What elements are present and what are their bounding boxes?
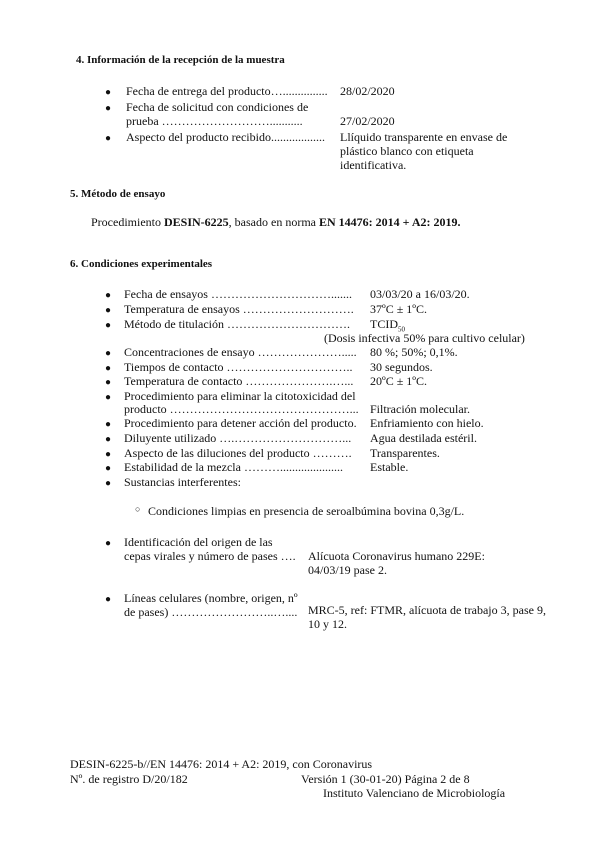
section-4-heading: 4. Información de la recepción de la muestra — [76, 54, 285, 66]
cond-contact-time-value: 30 segundos. — [370, 360, 433, 374]
cond-cytotox-label-line2: producto ………………………………………... — [124, 402, 359, 416]
cond-contact-temp-value: 20ºC ± 1ºC. — [370, 374, 428, 388]
method-norm: EN 14476: 2014 + A2: 2019. — [318, 215, 461, 229]
method-code: DESIN-6225 — [163, 215, 229, 229]
cond-interfering-label: Sustancias interferentes: — [124, 475, 241, 489]
strains-label-line2: cepas virales y número de pases …. — [124, 549, 296, 563]
receipt-request-label-line1: Fecha de solicitud con condiciones de — [126, 100, 309, 114]
cond-dilution-aspect-label: Aspecto de las diluciones del producto ………. — [124, 446, 352, 460]
bullet-icon: ● — [105, 419, 112, 430]
receipt-aspect-value-line3: identificativa. — [340, 158, 407, 172]
bullet-icon: ● — [105, 305, 112, 316]
cond-diluent-label: Diluyente utilizado ….………………………... — [124, 431, 352, 445]
bullet-icon: ● — [105, 538, 112, 549]
cond-test-temp-label: Temperatura de ensayos ………………………. — [124, 302, 354, 316]
cond-titration-value — [370, 317, 405, 334]
receipt-request-label-line2: prueba ………………………........... — [126, 114, 303, 128]
receipt-aspect-label: Aspecto del producto recibido.................. — [126, 130, 325, 144]
bullet-icon: ● — [105, 392, 112, 403]
sub-bullet-icon: ○ — [135, 504, 141, 514]
receipt-delivery-value: 28/02/2020 — [340, 84, 395, 98]
cond-diluent-value: Agua destilada estéril. — [370, 431, 477, 445]
receipt-aspect-value-line2: plástico blanco con etiqueta — [340, 144, 474, 158]
cond-stop-action-value: Enfriamiento con hielo. — [370, 416, 484, 430]
strains-value-line1: Alícuota Coronavirus humano 229E: — [308, 549, 485, 563]
cond-titration-sub: 50 — [398, 325, 405, 334]
method-text-a: Procedimiento — [91, 215, 164, 229]
cond-cytotox-label-line1: Procedimiento para eliminar la citotoxicidad del — [124, 389, 356, 403]
bullet-icon: ● — [105, 478, 112, 489]
cond-stability-label: Estabilidad de la mezcla ………..................... — [124, 460, 343, 474]
cells-label-line2: de pases) ……………………..….... — [124, 605, 298, 619]
section-5-heading: 5. Método de ensayo — [70, 188, 166, 200]
receipt-request-value: 27/02/2020 — [340, 114, 395, 128]
cells-value-line2: 10 y 12. — [308, 617, 347, 631]
cond-concentrations-value: 80 %; 50%; 0,1%. — [370, 345, 458, 359]
cond-dilution-aspect-value: Transparentes. — [370, 446, 440, 460]
cond-test-date-label: Fecha de ensayos …………………………....... — [124, 287, 352, 301]
bullet-icon: ● — [105, 87, 112, 98]
strains-value-line2: 04/03/19 pase 2. — [308, 563, 387, 577]
bullet-icon: ● — [105, 463, 112, 474]
cond-titration-label: Método de titulación …………………………. — [124, 317, 350, 331]
cells-label-line1: Líneas celulares (nombre, origen, nº — [124, 591, 298, 605]
bullet-icon: ● — [105, 103, 112, 114]
bullet-icon: ● — [105, 377, 112, 388]
bullet-icon: ● — [105, 290, 112, 301]
footer-institute: Instituto Valenciano de Microbiología — [323, 786, 506, 800]
bullet-icon: ● — [105, 320, 112, 331]
footer-document-ref: DESIN-6225-b//EN 14476: 2014 + A2: 2019, con Coronavirus — [70, 757, 373, 771]
cond-test-date-value: 03/03/20 a 16/03/20. — [370, 287, 470, 301]
strains-label-line1: Identificación del origen de las — [124, 535, 273, 549]
cond-titration-main: TCID — [370, 317, 398, 331]
footer-version-page: Versión 1 (30-01-20) Página 2 de 8 — [301, 772, 470, 786]
bullet-icon: ● — [105, 434, 112, 445]
method-text-b: , basado en norma — [228, 215, 319, 229]
cond-titration-note: (Dosis infectiva 50% para cultivo celular) — [324, 331, 525, 345]
cond-concentrations-label: Concentraciones de ensayo …………………..... — [124, 345, 357, 359]
cond-contact-time-label: Tiempos de contacto ………………………….. — [124, 360, 353, 374]
section-6-heading: 6. Condiciones experimentales — [70, 258, 213, 270]
bullet-icon: ● — [105, 363, 112, 374]
bullet-icon: ● — [105, 348, 112, 359]
footer-registry-number: Nº. de registro D/20/182 — [70, 772, 188, 786]
cond-stop-action-label: Procedimiento para detener acción del producto. — [124, 416, 357, 430]
cond-cytotox-value: Filtración molecular. — [370, 402, 470, 416]
cond-test-temp-value: 37ºC ± 1ºC. — [370, 302, 428, 316]
cond-contact-temp-label: Temperatura de contacto ………………….…... — [124, 374, 354, 388]
receipt-delivery-label: Fecha de entrega del producto…............... — [126, 84, 328, 98]
receipt-aspect-value-line1: Llíquido transparente en envase de — [340, 130, 508, 144]
cond-interfering-detail: Condiciones limpias en presencia de seroalbúmina bovina 0,3g/L. — [148, 504, 465, 518]
bullet-icon: ● — [105, 133, 112, 144]
method-text — [91, 216, 461, 229]
bullet-icon: ● — [105, 449, 112, 460]
bullet-icon: ● — [105, 594, 112, 605]
cond-stability-value: Estable. — [370, 460, 409, 474]
cells-value-line1: MRC-5, ref: FTMR, alícuota de trabajo 3, pase 9, — [308, 603, 546, 617]
